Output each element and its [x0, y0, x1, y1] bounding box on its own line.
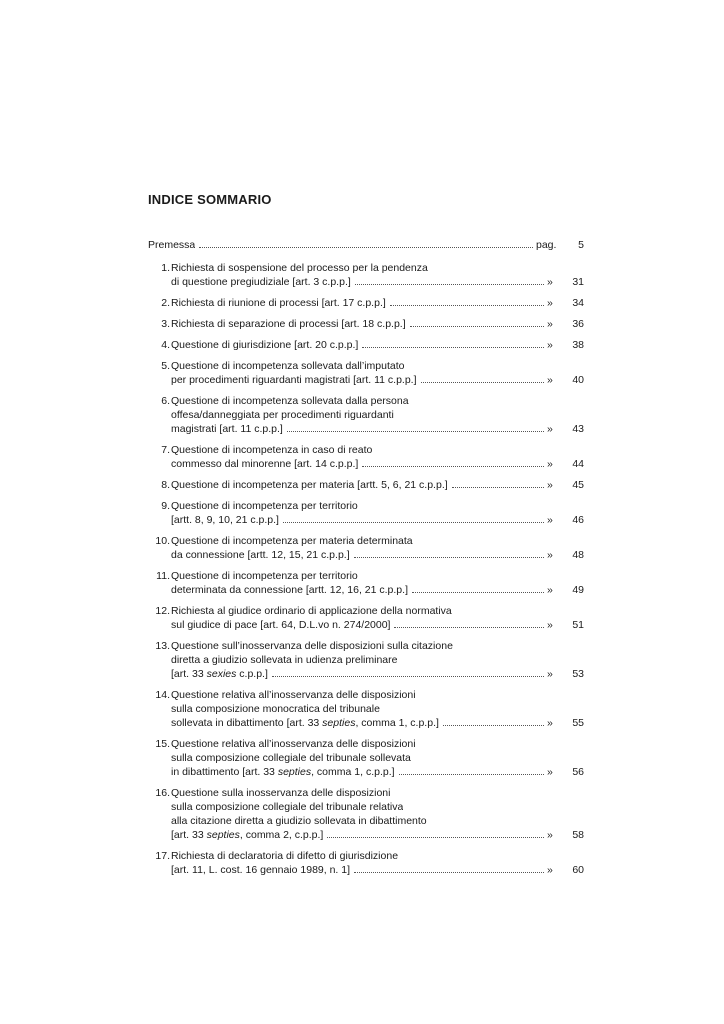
- ditto-mark: »: [547, 276, 553, 288]
- entry-text: sulla composizione collegiale del tribunale relativa: [171, 801, 404, 813]
- toc-entry-line: [148, 569, 584, 583]
- toc-entry-line: [148, 457, 584, 471]
- entry-text: Richiesta di separazione di processi [art. 18 c.p.p.]: [171, 318, 406, 330]
- table-of-contents: [148, 238, 584, 884]
- ditto-mark: »: [547, 717, 553, 729]
- page-title: INDICE SOMMARIO: [148, 192, 272, 207]
- entry-page-number: 36: [572, 318, 584, 330]
- toc-entry-line: [148, 373, 584, 387]
- entry-text-italic: septies: [322, 717, 356, 729]
- entry-text-part: [art. 33: [171, 829, 207, 841]
- entry-number: 11.: [156, 570, 170, 582]
- entry-text-part: , comma 1, c.p.p.]: [311, 766, 395, 778]
- entry-text-part: c.p.p.]: [236, 668, 268, 680]
- entry-text: Questione di incompetenza sollevata dall’imputato: [171, 360, 405, 372]
- entry-number: 6.: [161, 395, 170, 407]
- toc-entry[interactable]: [148, 338, 584, 352]
- entry-number: 12.: [155, 605, 170, 617]
- toc-entry-line: [148, 583, 584, 597]
- entry-text: Questione di incompetenza in caso di reato: [171, 444, 373, 456]
- entry-text: Questione di giurisdizione [art. 20 c.p.p.]: [171, 339, 359, 351]
- entry-text: Questione sulla inosservanza delle disposizioni: [171, 787, 391, 799]
- dot-leader: [362, 347, 544, 348]
- entry-text: per procedimenti riguardanti magistrati [art. 11 c.p.p.]: [171, 374, 417, 386]
- entry-text: Richiesta di riunione di processi [art. 17 c.p.p.]: [171, 297, 386, 309]
- entry-text: Questione relativa all’inosservanza delle disposizioni: [171, 738, 416, 750]
- entry-text: Questione di incompetenza per materia [artt. 5, 6, 21 c.p.p.]: [171, 479, 448, 491]
- entry-text: da connessione [artt. 12, 15, 21 c.p.p.]: [171, 549, 350, 561]
- entry-text: [170, 828, 323, 842]
- toc-premessa-row: [148, 238, 584, 252]
- toc-entry-line: [148, 534, 584, 548]
- entry-text: [artt. 8, 9, 10, 21 c.p.p.]: [171, 514, 279, 526]
- ditto-mark: »: [547, 423, 553, 435]
- entry-text: Questione sull’inosservanza delle disposizioni sulla citazione: [171, 640, 453, 652]
- toc-entry-line: [148, 828, 584, 842]
- entry-number: 1.: [161, 262, 170, 274]
- toc-entry[interactable]: [148, 296, 584, 310]
- toc-entry-line: [148, 863, 584, 877]
- toc-entry-line: [148, 394, 584, 408]
- toc-entry-line: [148, 800, 584, 814]
- entry-number: 5.: [161, 360, 170, 372]
- toc-entry[interactable]: [148, 639, 584, 681]
- ditto-mark: »: [547, 584, 553, 596]
- toc-entry[interactable]: [148, 604, 584, 632]
- entry-text: determinata da connessione [artt. 12, 16, 21 c.p.p.]: [171, 584, 408, 596]
- premessa-label: Premessa: [148, 239, 196, 251]
- entry-text: Questione di incompetenza per materia determinata: [171, 535, 413, 547]
- ditto-mark: »: [547, 479, 553, 491]
- entry-number: 13.: [155, 640, 170, 652]
- dot-leader: [354, 872, 544, 873]
- dot-leader: [354, 557, 544, 558]
- entry-page-number: 44: [572, 458, 584, 470]
- toc-entry-line: [148, 275, 584, 289]
- ditto-mark: »: [547, 339, 553, 351]
- entry-text-italic: septies: [277, 766, 312, 778]
- premessa-page-number: 5: [578, 239, 584, 251]
- toc-entry-line: [148, 653, 584, 667]
- ditto-mark: »: [547, 514, 553, 526]
- ditto-mark: »: [547, 829, 553, 841]
- entry-number: 16.: [155, 787, 170, 799]
- ditto-mark: »: [547, 864, 553, 876]
- toc-entry[interactable]: [148, 359, 584, 387]
- entry-number: 14.: [155, 689, 170, 701]
- dot-leader: [443, 725, 544, 726]
- toc-entry[interactable]: [148, 478, 584, 492]
- ditto-mark: »: [547, 668, 553, 680]
- dot-leader: [390, 305, 544, 306]
- toc-entry-line: [148, 765, 584, 779]
- entry-number: 15.: [155, 738, 170, 750]
- toc-entry[interactable]: [148, 849, 584, 877]
- toc-entry[interactable]: [148, 499, 584, 527]
- toc-entry-line: [148, 408, 584, 422]
- pag-label: pag.: [536, 239, 557, 251]
- dot-leader: [327, 837, 544, 838]
- entry-text: commesso dal minorenne [art. 14 c.p.p.]: [171, 458, 359, 470]
- entry-page-number: 34: [572, 297, 584, 309]
- toc-entry-line: [148, 422, 584, 436]
- ditto-mark: »: [547, 619, 553, 631]
- toc-entry-line: [148, 338, 584, 352]
- entry-text-part: , comma 2, c.p.p.]: [239, 829, 324, 841]
- ditto-mark: »: [547, 318, 553, 330]
- entry-page-number: 53: [572, 668, 584, 680]
- entry-text-italic: septies: [206, 829, 240, 841]
- toc-entry-line: [148, 359, 584, 373]
- dot-leader: [399, 774, 544, 775]
- entry-text: Questione di incompetenza per territorio: [171, 570, 358, 582]
- entry-text: Questione relativa all’inosservanza delle disposizioni: [171, 689, 416, 701]
- dot-leader: [410, 326, 544, 327]
- entry-page-number: 46: [572, 514, 584, 526]
- entry-page-number: 31: [572, 276, 584, 288]
- entry-number: 17.: [155, 850, 170, 862]
- entry-text: Richiesta al giudice ordinario di applicazione della normativa: [171, 605, 452, 617]
- entry-text: [170, 716, 439, 730]
- toc-entry-line: [148, 716, 584, 730]
- entry-page-number: 58: [572, 829, 584, 841]
- toc-entry[interactable]: [148, 443, 584, 471]
- entry-text: diretta a giudizio sollevata in udienza preliminare: [171, 654, 398, 666]
- entry-text: sulla composizione collegiale del tribunale sollevata: [171, 752, 411, 764]
- dot-leader: [199, 247, 533, 248]
- toc-entry-line: [148, 814, 584, 828]
- entry-text: offesa/danneggiata per procedimenti riguardanti: [171, 409, 394, 421]
- entry-text: Questione di incompetenza sollevata dalla persona: [171, 395, 409, 407]
- entry-text-part: in dibattimento [art. 33: [171, 766, 278, 778]
- dot-leader: [394, 627, 544, 628]
- toc-entry[interactable]: [148, 688, 584, 730]
- toc-entry-line: [148, 443, 584, 457]
- dot-leader: [412, 592, 544, 593]
- toc-entry[interactable]: [148, 394, 584, 436]
- ditto-mark: »: [547, 549, 553, 561]
- toc-entry[interactable]: [148, 737, 584, 779]
- entry-page-number: 38: [572, 339, 584, 351]
- toc-entry-line: [148, 618, 584, 632]
- entry-text: di questione pregiudiziale [art. 3 c.p.p.]: [171, 276, 351, 288]
- dot-leader: [272, 676, 544, 677]
- toc-entry-line: [148, 688, 584, 702]
- entry-page-number: 49: [572, 584, 584, 596]
- toc-entry-line: [148, 296, 584, 310]
- toc-entry-line: [148, 702, 584, 716]
- entry-text-part: , comma 1, c.p.p.]: [355, 717, 439, 729]
- entry-text: [170, 667, 268, 681]
- entry-text: Questione di incompetenza per territorio: [171, 500, 358, 512]
- dot-leader: [362, 466, 544, 467]
- entry-text: sul giudice di pace [art. 64, D.L.vo n. 274/2000]: [171, 619, 391, 631]
- toc-entry[interactable]: [148, 534, 584, 562]
- entry-text: Richiesta di sospensione del processo per la pendenza: [171, 262, 428, 274]
- dot-leader: [421, 382, 544, 383]
- entry-page-number: 48: [572, 549, 584, 561]
- toc-entry-line: [148, 261, 584, 275]
- toc-entry-line: [148, 639, 584, 653]
- dot-leader: [452, 487, 544, 488]
- entry-text-part: [art. 33: [171, 668, 207, 680]
- ditto-mark: »: [547, 766, 553, 778]
- entry-text-part: sollevata in dibattimento [art. 33: [171, 717, 323, 729]
- ditto-mark: »: [547, 297, 553, 309]
- toc-entry-line: [148, 751, 584, 765]
- toc-entry[interactable]: [148, 569, 584, 597]
- entry-text: [170, 765, 395, 779]
- entry-number: 7.: [161, 444, 170, 456]
- toc-entry-line: [148, 849, 584, 863]
- entry-number: 4.: [161, 339, 170, 351]
- entry-page-number: 56: [572, 766, 584, 778]
- toc-entry-line: [148, 604, 584, 618]
- toc-entry-line: [148, 667, 584, 681]
- entry-text: sulla composizione monocratica del tribunale: [171, 703, 380, 715]
- toc-entry-line: [148, 499, 584, 513]
- toc-entry-line: [148, 548, 584, 562]
- entry-page-number: 60: [572, 864, 584, 876]
- entry-number: 9.: [161, 500, 170, 512]
- entry-page-number: 40: [572, 374, 584, 386]
- entry-text-italic: sexies: [206, 668, 237, 680]
- ditto-mark: »: [547, 458, 553, 470]
- entry-number: 8.: [161, 479, 170, 491]
- toc-entry-line: [148, 478, 584, 492]
- entry-text: magistrati [art. 11 c.p.p.]: [171, 423, 283, 435]
- entry-number: 3.: [161, 318, 170, 330]
- dot-leader: [355, 284, 544, 285]
- dot-leader: [283, 522, 544, 523]
- ditto-mark: »: [547, 374, 553, 386]
- entry-page-number: 51: [572, 619, 584, 631]
- entry-page-number: 55: [572, 717, 584, 729]
- entry-number: 2.: [161, 297, 170, 309]
- toc-entry-line: [148, 786, 584, 800]
- entry-page-number: 45: [572, 479, 584, 491]
- dot-leader: [287, 431, 544, 432]
- entry-text: alla citazione diretta a giudizio sollevata in dibattimento: [171, 815, 427, 827]
- toc-entry-line: [148, 513, 584, 527]
- toc-entry-line: [148, 737, 584, 751]
- entry-text: [art. 11, L. cost. 16 gennaio 1989, n. 1]: [171, 864, 351, 876]
- entry-page-number: 43: [572, 423, 584, 435]
- toc-entry[interactable]: [148, 261, 584, 289]
- toc-entry-line: [148, 317, 584, 331]
- toc-entry[interactable]: [148, 786, 584, 842]
- entry-text: Richiesta di declaratoria di difetto di giurisdizione: [171, 850, 399, 862]
- entry-number: 10.: [155, 535, 170, 547]
- toc-entry[interactable]: [148, 317, 584, 331]
